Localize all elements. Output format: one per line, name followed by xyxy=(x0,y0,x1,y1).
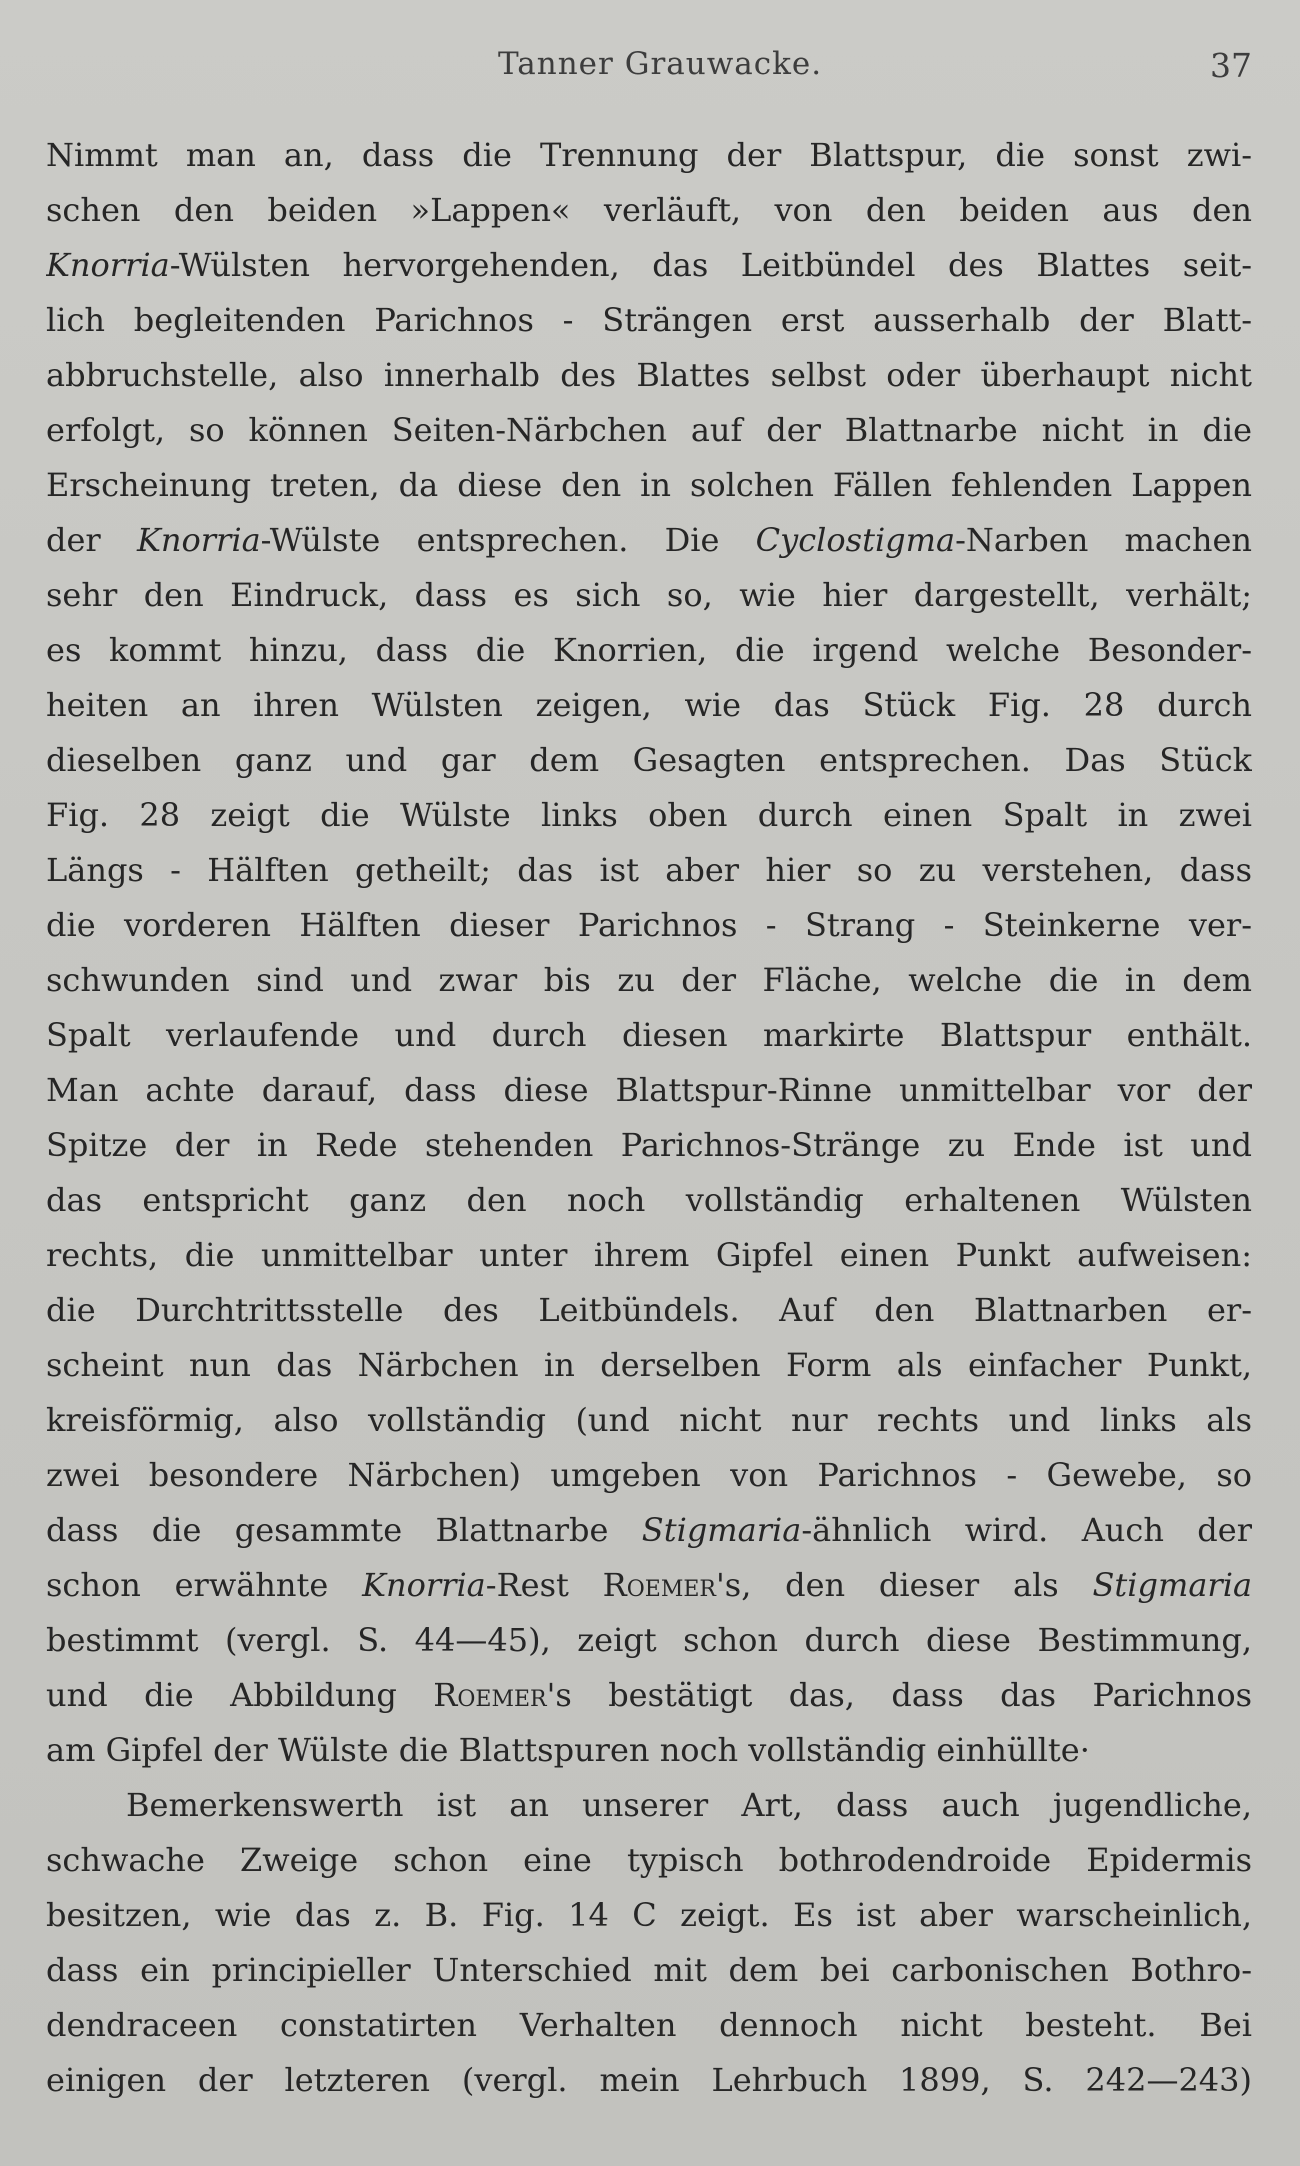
page-header xyxy=(0,46,1300,86)
text-segment: bestimmt (vergl. S. 44—45), zeigt schon durch diese Bestimmung, xyxy=(46,1621,1252,1659)
text-line xyxy=(46,1778,1252,1833)
text-line xyxy=(46,1118,1252,1173)
italic-term: Knorria xyxy=(46,246,170,284)
italic-term: Knorria xyxy=(136,521,261,559)
page-number: 37 xyxy=(1210,46,1252,85)
text-segment: -Rest xyxy=(485,1566,603,1604)
text-segment: der xyxy=(46,521,137,559)
text-line xyxy=(46,1888,1252,1943)
text-line xyxy=(46,1613,1252,1668)
text-line xyxy=(46,1008,1252,1063)
text-line xyxy=(46,1448,1252,1503)
text-segment: dendraceen constatirten Verhalten dennoch nicht besteht. Bei xyxy=(46,2006,1252,2044)
italic-term: Knorria xyxy=(362,1566,486,1604)
text-segment: zwei besondere Närbchen) umgeben von Parichnos - Gewebe, so xyxy=(46,1456,1252,1494)
text-line xyxy=(46,1503,1252,1558)
text-segment: -ähnlich wird. Auch der xyxy=(801,1511,1252,1549)
text-line xyxy=(46,458,1252,513)
text-segment: die Durchtrittsstelle des Leitbündels. Auf den Blattnarben er- xyxy=(46,1291,1252,1329)
text-segment: Fig. 28 zeigt die Wülste links oben durch einen Spalt in zwei xyxy=(46,796,1252,834)
text-line xyxy=(46,1558,1252,1613)
text-segment: heiten an ihren Wülsten zeigen, wie das Stück Fig. 28 durch xyxy=(46,686,1252,724)
text-line xyxy=(46,1833,1252,1888)
text-line xyxy=(46,1998,1252,2053)
text-line xyxy=(46,1723,1252,1778)
text-segment: 's bestätigt das, dass das Parichnos xyxy=(546,1676,1252,1714)
italic-term: Stigmaria xyxy=(641,1511,802,1549)
text-line xyxy=(46,128,1252,183)
text-segment: Erscheinung treten, da diese den in solchen Fällen fehlenden Lappen xyxy=(46,466,1252,504)
text-segment: kreisförmig, also vollständig (und nicht nur rechts und links als xyxy=(46,1401,1252,1439)
text-segment: abbruchstelle, also innerhalb des Blattes selbst oder überhaupt nicht xyxy=(46,356,1252,394)
text-segment: schwunden sind und zwar bis zu der Fläche, welche die in dem xyxy=(46,961,1252,999)
text-line xyxy=(46,293,1252,348)
text-segment: Spalt verlaufende und durch diesen markirte Blattspur enthält. xyxy=(46,1016,1252,1054)
text-line xyxy=(46,1338,1252,1393)
text-segment: -Wülste entsprechen. Die xyxy=(260,521,756,559)
text-segment: 's, den dieser als xyxy=(715,1566,1093,1604)
text-segment: einigen der letzteren (vergl. mein Lehrbuch 1899, S. 242—243) xyxy=(46,2061,1252,2099)
text-line xyxy=(46,843,1252,898)
text-segment: dass die gesammte Blattnarbe xyxy=(46,1511,642,1549)
text-segment: scheint nun das Närbchen in derselben Form als einfacher Punkt, xyxy=(46,1346,1252,1384)
author-name: Roemer xyxy=(602,1566,716,1604)
text-line xyxy=(46,788,1252,843)
text-line xyxy=(46,678,1252,733)
text-line xyxy=(46,513,1252,568)
text-segment: erfolgt, so können Seiten-Närbchen auf der Blattnarbe nicht in die xyxy=(46,411,1252,449)
text-line xyxy=(46,1943,1252,1998)
text-line xyxy=(46,2053,1252,2108)
text-segment: Man achte darauf, dass diese Blattspur-Rinne unmittelbar vor der xyxy=(46,1071,1252,1109)
text-segment: Längs - Hälften getheilt; das ist aber hier so zu verstehen, dass xyxy=(46,851,1252,889)
text-segment: dass ein principieller Unterschied mit dem bei carbonischen Bothro- xyxy=(46,1951,1252,1989)
text-segment: lich begleitenden Parichnos - Strängen erst ausserhalb der Blatt- xyxy=(46,301,1252,339)
text-line xyxy=(46,733,1252,788)
text-line xyxy=(46,1393,1252,1448)
running-head: Tanner Grauwacke. xyxy=(498,46,823,82)
text-line xyxy=(46,403,1252,458)
text-line xyxy=(46,183,1252,238)
text-segment: Spitze der in Rede stehenden Parichnos-Stränge zu Ende ist und xyxy=(46,1126,1252,1164)
text-segment: sehr den Eindruck, dass es sich so, wie hier dargestellt, verhält; xyxy=(46,576,1252,614)
text-segment: -Wülsten hervorgehenden, das Leitbündel des Blattes seit- xyxy=(169,246,1252,284)
text-segment: Nimmt man an, dass die Trennung der Blattspur, die sonst zwi- xyxy=(46,136,1252,174)
text-segment: und die Abbildung xyxy=(46,1676,434,1714)
text-segment: schen den beiden »Lappen« verläuft, von den beiden aus den xyxy=(46,191,1252,229)
body-text xyxy=(46,128,1252,2108)
author-name: Roemer xyxy=(433,1676,547,1714)
text-line xyxy=(46,1173,1252,1228)
text-line xyxy=(46,1283,1252,1338)
italic-term: Stigmaria xyxy=(1092,1566,1252,1604)
text-segment: es kommt hinzu, dass die Knorrien, die irgend welche Besonder- xyxy=(46,631,1252,669)
text-line xyxy=(46,1228,1252,1283)
text-line xyxy=(46,1063,1252,1118)
text-line xyxy=(46,238,1252,293)
italic-term: Cyclostigma xyxy=(755,521,956,559)
text-segment: schon erwähnte xyxy=(46,1566,363,1604)
text-segment: das entspricht ganz den noch vollständig erhaltenen Wülsten xyxy=(46,1181,1252,1219)
text-segment: dieselben ganz und gar dem Gesagten entsprechen. Das Stück xyxy=(46,741,1252,779)
text-segment: Bemerkenswerth ist an unserer Art, dass auch jugendliche, xyxy=(126,1786,1252,1824)
text-line xyxy=(46,1668,1252,1723)
text-segment: die vorderen Hälften dieser Parichnos - Strang - Steinkerne ver- xyxy=(46,906,1252,944)
text-line xyxy=(46,623,1252,678)
text-segment: schwache Zweige schon eine typisch bothrodendroide Epidermis xyxy=(46,1841,1252,1879)
text-line xyxy=(46,898,1252,953)
text-segment: am Gipfel der Wülste die Blattspuren noch vollständig einhüllte· xyxy=(46,1731,1090,1769)
text-segment: besitzen, wie das z. B. Fig. 14 C zeigt. Es ist aber warscheinlich, xyxy=(46,1896,1252,1934)
text-line xyxy=(46,568,1252,623)
text-segment: -Narben machen xyxy=(955,521,1252,559)
text-line xyxy=(46,348,1252,403)
text-line xyxy=(46,953,1252,1008)
text-segment: rechts, die unmittelbar unter ihrem Gipfel einen Punkt aufweisen: xyxy=(46,1236,1252,1274)
